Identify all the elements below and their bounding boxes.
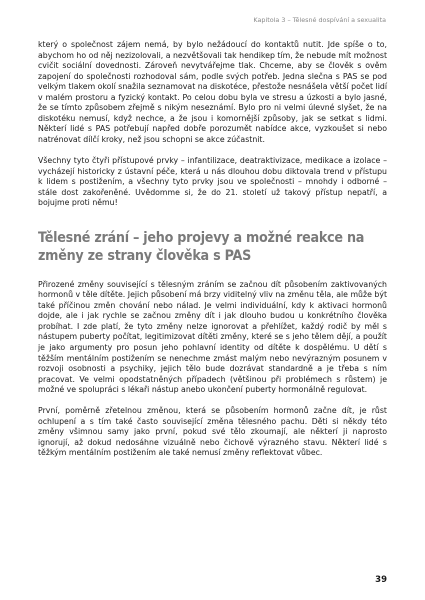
- page-number: 39: [375, 575, 387, 585]
- page-body: [38, 40, 387, 459]
- section-heading: Tělesné zrání – jeho projevy a možné reakce na změny ze strany člověka s PAS: [38, 229, 365, 264]
- body-paragraph: Všechny tyto čtyři přístupové prvky – infantilizace, deatraktivizace, medikace a izolace – vycházejí historicky z ústavní péče, která u nás dlouhou dobu diktovala trend v přístupu k lidem s postižením, a všechny tyto prvky jsou ve společnosti – mnohdy i odborné – stále dost zakořeněné. Uvědomme si, že do 21. století už takový přístup nepatří, a bojujme proti němu!: [38, 155, 387, 208]
- running-header: Kapitola 3 – Tělesné dospívání a sexualita: [253, 16, 386, 24]
- body-paragraph: Přirozené změny související s tělesným zráním se začnou dít působením zaktivovaných hormonů v těle dítěte. Jejich působení má brzy viditelný vliv na změnu těla, ale může být také příčinou změn chování nebo nálad. Je velmi individuální, kdy k aktivaci hormonů dojde, ale i jak rychle se začnou změny dít i jak dlouho budou u konkrétního člověka probíhat. I zde platí, že tyto změny nelze ignorovat a přehlížet, každý rodič by měl s nástupem puberty počítat, legitimizovat dítěti změny, které se s jeho tělem dějí, a použít je jako argumenty pro posun jeho pohlavní identity od dítěte k dospělému. U dětí s těžším mentálním postižením se nenechme zmást malým nebo nevýrazným posunem v rozvoji osobnosti a psychiky, jejich tělo bude dozrávat standardně a je třeba s ním pracovat. Ve velmi opodstatněných případech (většinou při problémech s růstem) je možné ve spolupráci s lékaři nástup anebo ukončení puberty hormonálně regulovat.: [38, 279, 387, 395]
- body-paragraph: který o společnost zájem nemá, by bylo nežádoucí do kontaktů nutit. Jde spíše o to, abychom ho od něj nezizolovali, a nezvětšovali tak hendikep tím, že nebude mít možnost cvičit sociální dovednosti. Zároveň nevytvářejme tlak. Chceme, aby se člověk s ověm zapojení do společnosti rozhodoval sám, podle svých potřeb. Jedna slečna s PAS se pod velkým tlakem okolí snažila seznamovat na diskotéce, přestože nesnášela větší počet lidí v malém prostoru a fyzický kontakt. Po celou dobu byla ve stresu a úzkosti a bylo jasné, že se tímto způsobem zřejmě s nikým neseznámí. Bylo pro ni velmi úlevné slyšet, že na diskotéku nemusí, když nechce, a že jsou i komornější způsoby, jak se setkat s lidmi. Některí lidé s PAS potřebují napřed dobře porozumět nabídce akce, vyzkoušet si nebo natrénovat dílčí kroky, než jsou schopni se akce zúčastnit.: [38, 40, 387, 144]
- body-paragraph: První, poměrně zřetelnou změnou, která se působením hormonů začne dít, je růst ochlupení a s tím také často související změna tělesného pachu. Děti si někdy této změny všimnou samy jako první, pokud své tělo zkoumají, ale některí ji naprosto ignorují, až dokud nedosáhne vizuálně nebo čichově výrazného stavu. Některí lidé s těžkým mentálním postižením ale také nemusí změny reflektovat vůbec.: [38, 406, 387, 458]
